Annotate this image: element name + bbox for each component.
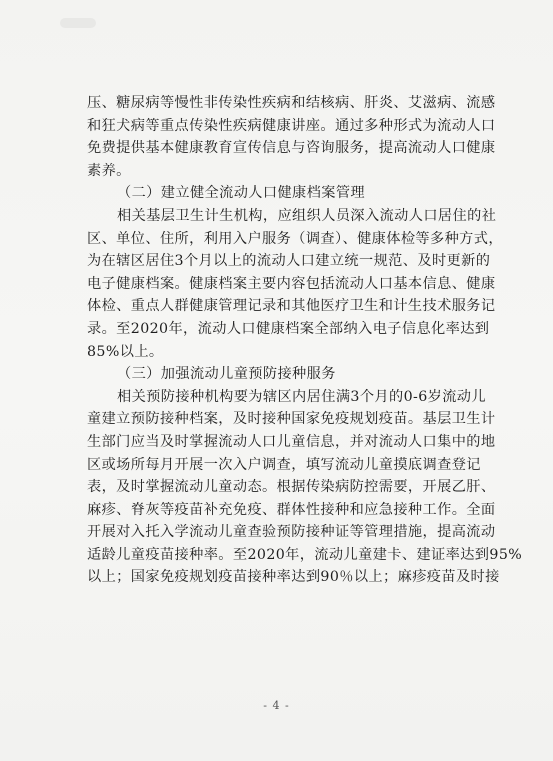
text-line: 以上；国家免疫规划疫苗接种率达到90％以上；麻疹疫苗及时接 — [87, 569, 500, 586]
text-line: 适龄儿童疫苗接种率。至2020年，流动儿童建卡、建证率达到95% — [87, 546, 523, 563]
text-line: 素养。 — [87, 162, 131, 179]
text-line: 和狂犬病等重点传染性疾病健康讲座。通过多种形式为流动人口 — [87, 117, 496, 134]
text-line: 开展对入托入学流动儿童查验预防接种证等管理措施，提高流动 — [87, 524, 496, 541]
text-line: 体检、重点人群健康管理记录和其他医疗卫生和计生技术服务记 — [87, 298, 496, 315]
text-line: 区或场所每月开展一次入户调查，填写流动儿童摸底调查登记 — [87, 456, 481, 473]
text-line: 电子健康档案。健康档案主要内容包括流动人口基本信息、健康 — [87, 275, 496, 292]
document-body — [87, 92, 523, 589]
page-number: - 4 - — [263, 699, 290, 712]
text-line: 麻疹、脊灰等疫苗补充免疫、群体性接种和应急接种工作。全面 — [87, 501, 496, 518]
text-line: （二）建立健全流动人口健康档案管理 — [117, 185, 365, 202]
text-line: 表，及时掌握流动儿童动态。根据传染病防控需要，开展乙肝、 — [87, 479, 496, 496]
text-line: （三）加强流动儿童预防接种服务 — [117, 366, 336, 383]
text-line: 录。至2020年，流动人口健康档案全部纳入电子信息化率达到 — [87, 320, 490, 337]
text-line: 生部门应当及时掌握流动人口儿童信息，并对流动人口集中的地 — [87, 433, 496, 450]
text-line: 相关基层卫生计生机构，应组织人员深入流动人口居住的社 — [117, 207, 497, 224]
text-line: 免费提供基本健康教育宣传信息与咨询服务，提高流动人口健康 — [87, 140, 496, 157]
text-line: 压、糖尿病等慢性非传染性疾病和结核病、肝炎、艾滋病、流感 — [87, 95, 496, 111]
scan-smudge — [60, 18, 96, 28]
text-line: 童建立预防接种档案，及时接种国家免疫规划疫苗。基层卫生计 — [87, 411, 496, 428]
text-line: 85%以上。 — [87, 343, 164, 360]
text-line: 区、单位、住所，利用入户服务（调查）、健康体检等多种方式， — [87, 230, 503, 247]
text-line: 相关预防接种机构要为辖区内居住满3个月的0-6岁流动儿 — [117, 388, 486, 405]
text-line: 为在辖区居住3个月以上的流动人口建立统一规范、及时更新的 — [87, 253, 491, 270]
